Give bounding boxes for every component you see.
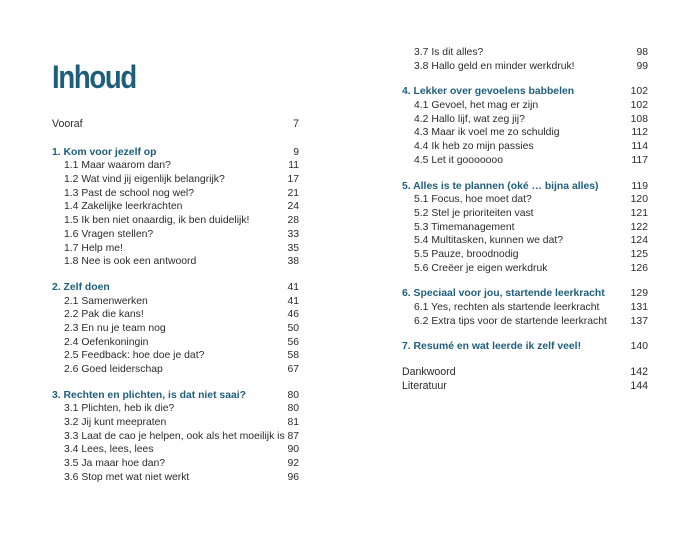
toc-label: 1.8 Nee is ook een antwoord <box>64 256 197 268</box>
toc-chapter-1 <box>52 146 299 160</box>
toc-label: 5. Alles is te plannen (oké … bijna alles) <box>402 180 599 192</box>
toc-page-number: 137 <box>630 315 648 327</box>
toc-entry <box>52 471 299 485</box>
toc-label: 1.6 Vragen stellen? <box>64 228 154 240</box>
toc-label: 4.5 Let it gooooooo <box>414 154 503 166</box>
toc-page-number: 108 <box>630 113 648 125</box>
toc-page-number: 17 <box>287 174 299 186</box>
toc-entry <box>52 363 299 377</box>
toc-page-number: 119 <box>631 180 648 192</box>
toc-entry <box>402 140 648 154</box>
toc-label: 4.4 Ik heb zo mijn passies <box>414 141 534 153</box>
toc-label: 5.2 Stel je prioriteiten vast <box>414 207 534 219</box>
toc-label: 6. Speciaal voor jou, startende leerkracht <box>402 288 605 300</box>
toc-label: 3.4 Lees, lees, lees <box>64 444 154 456</box>
toc-label: 1.1 Maar waarom dan? <box>64 160 171 172</box>
toc-entry-literatuur <box>402 380 648 394</box>
toc-entry <box>402 46 648 60</box>
toc-label: 3.6 Stop met wat niet werkt <box>64 471 190 483</box>
toc-page-number: 121 <box>630 207 648 219</box>
toc-label: 2.2 Pak die kans! <box>64 309 144 321</box>
toc-entry <box>402 248 648 262</box>
toc-entry <box>402 99 648 113</box>
toc-label: 5.4 Multitasken, kunnen we dat? <box>414 235 564 247</box>
toc-label: 4.1 Gevoel, het mag er zijn <box>414 100 539 112</box>
toc-chapter-2 <box>52 281 299 295</box>
toc-page-number: 50 <box>287 322 299 334</box>
toc-entry <box>52 228 299 242</box>
toc-page-number: 35 <box>287 242 299 254</box>
toc-page-number: 90 <box>287 444 299 456</box>
toc-page-number: 114 <box>631 141 648 153</box>
toc-page-number: 129 <box>630 288 648 300</box>
toc-label: 3.1 Plichten, heb ik die? <box>64 403 175 415</box>
toc-page-number: 11 <box>288 160 299 172</box>
toc-entry <box>402 193 648 207</box>
toc-column-right <box>402 46 648 393</box>
toc-page-number: 87 <box>287 430 299 442</box>
toc-page-number: 112 <box>631 127 648 139</box>
toc-page-number: 120 <box>630 194 648 206</box>
toc-page-number: 46 <box>287 309 299 321</box>
toc-entry <box>52 402 299 416</box>
toc-label: 3.5 Ja maar hoe dan? <box>64 458 166 470</box>
toc-entry <box>402 207 648 221</box>
toc-page-number: 125 <box>630 248 648 260</box>
toc-entry <box>52 187 299 201</box>
toc-label: 1.5 Ik ben niet onaardig, ik ben duidelijk! <box>64 215 250 227</box>
toc-chapter-4 <box>402 85 648 99</box>
toc-page-number: 131 <box>630 302 648 313</box>
toc-chapter-6 <box>402 287 648 301</box>
toc-label: 2.1 Samenwerken <box>64 295 148 307</box>
toc-label: 1. Kom voor jezelf op <box>52 146 157 158</box>
toc-entry <box>402 315 648 329</box>
toc-label: 2.6 Goed leiderschap <box>64 364 163 375</box>
toc-page-number: 122 <box>630 221 648 233</box>
toc-page-number: 80 <box>287 403 299 415</box>
toc-label: 6.1 Yes, rechten als startende leerkracht <box>414 302 600 313</box>
toc-page-number: 21 <box>287 187 299 199</box>
toc-chapter-5 <box>402 180 648 194</box>
toc-page-number: 33 <box>287 228 299 240</box>
toc-label: 1.3 Past de school nog wel? <box>64 187 194 199</box>
toc-page-number: 98 <box>636 47 648 58</box>
toc-label: 2.3 En nu je team nog <box>64 322 166 334</box>
toc-entry <box>52 255 299 269</box>
toc-page-number: 142 <box>630 366 648 379</box>
toc-page-number: 144 <box>630 379 648 392</box>
toc-page-number: 102 <box>630 100 648 112</box>
toc-label: 5.6 Creëer je eigen werkdruk <box>414 262 548 274</box>
toc-label: 5.5 Pauze, broodnodig <box>414 248 519 260</box>
toc-entry <box>402 221 648 235</box>
toc-entry <box>52 214 299 228</box>
toc-entry <box>52 295 299 309</box>
toc-page-number: 41 <box>287 281 299 293</box>
toc-entry <box>52 457 299 471</box>
toc-entry <box>402 113 648 127</box>
toc-page-number: 117 <box>631 154 648 166</box>
toc-page-number: 80 <box>287 389 299 401</box>
toc-label: 3.7 Is dit alles? <box>414 47 484 58</box>
toc-entry <box>402 60 648 74</box>
toc-page-number: 67 <box>287 364 299 375</box>
toc-entry <box>52 443 299 457</box>
toc-column-left <box>52 118 299 485</box>
toc-label: 2. Zelf doen <box>52 281 110 293</box>
toc-entry <box>52 200 299 214</box>
toc-entry <box>402 262 648 276</box>
toc-entry <box>52 242 299 256</box>
toc-label: Literatuur <box>402 379 447 392</box>
toc-entry <box>402 301 648 315</box>
toc-label: 4.2 Hallo lijf, wat zeg jij? <box>414 113 525 125</box>
toc-entry <box>402 234 648 248</box>
toc-entry <box>52 430 299 444</box>
toc-label: 1.4 Zakelijke leerkrachten <box>64 201 183 213</box>
toc-entry <box>52 173 299 187</box>
toc-page-number: 102 <box>630 86 648 98</box>
toc-chapter-3 <box>52 389 299 403</box>
toc-page-number: 58 <box>287 350 299 362</box>
toc-page-number: 96 <box>287 471 299 483</box>
toc-entry <box>52 308 299 322</box>
toc-page-number: 9 <box>293 146 299 158</box>
toc-label: 2.5 Feedback: hoe doe je dat? <box>64 350 205 362</box>
toc-label: 4. Lekker over gevoelens babbelen <box>402 86 575 98</box>
toc-page-number: 92 <box>287 458 299 470</box>
toc-entry <box>52 322 299 336</box>
toc-label: 6.2 Extra tips voor de startende leerkracht <box>414 315 607 327</box>
toc-chapter-7 <box>402 340 648 354</box>
toc-entry-dankwoord <box>402 366 648 380</box>
toc-label: 4.3 Maar ik voel me zo schuldig <box>414 127 560 139</box>
toc-label: 1.7 Help me! <box>64 242 123 254</box>
toc-page-number: 99 <box>636 60 648 72</box>
toc-page-number: 126 <box>630 262 648 274</box>
toc-entry <box>402 154 648 168</box>
toc-label: 3. Rechten en plichten, is dat niet saai? <box>52 389 247 401</box>
toc-entry <box>52 416 299 430</box>
toc-label: 5.1 Focus, hoe moet dat? <box>414 194 532 206</box>
page-title: Inhoud <box>52 59 136 96</box>
toc-entry <box>52 159 299 173</box>
toc-label: 1.2 Wat vind jij eigenlijk belangrijk? <box>64 174 225 186</box>
toc-label: 3.2 Jij kunt meepraten <box>64 417 167 429</box>
toc-entry <box>52 349 299 363</box>
toc-entry <box>52 336 299 350</box>
toc-page-number: 81 <box>287 417 299 429</box>
toc-entry-vooraf <box>52 118 299 132</box>
toc-label: 3.8 Hallo geld en minder werkdruk! <box>414 60 575 72</box>
toc-page-number: 38 <box>287 256 299 268</box>
toc-label: 3.3 Laat de cao je helpen, ook als het moeilijk is <box>64 430 285 442</box>
toc-page-number: 24 <box>287 201 299 213</box>
toc-label: 2.4 Oefenkoningin <box>64 336 149 348</box>
toc-page-number: 124 <box>630 235 648 247</box>
toc-label: Dankwoord <box>402 366 456 379</box>
toc-page-number: 140 <box>630 341 648 353</box>
toc-label: Vooraf <box>52 118 83 130</box>
toc-page-number: 41 <box>287 295 299 307</box>
toc-label: 5.3 Timemanagement <box>414 221 515 233</box>
toc-label: 7. Resumé en wat leerde ik zelf veel! <box>402 341 582 353</box>
toc-page-number: 28 <box>287 215 299 227</box>
toc-page-number: 7 <box>293 118 299 130</box>
toc-entry <box>402 126 648 140</box>
toc-page-number: 56 <box>287 336 299 348</box>
